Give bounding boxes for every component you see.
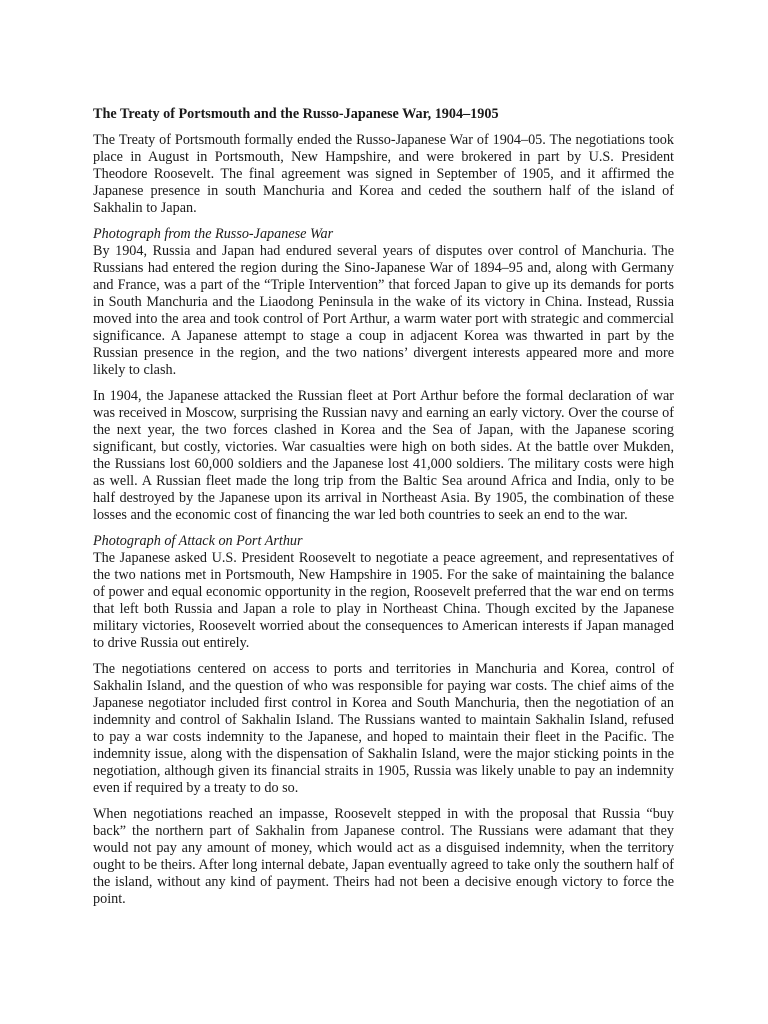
photo-caption-war: Photograph from the Russo-Japanese War [93, 226, 334, 242]
paragraph-negotiations: The negotiations centered on access to ports and territories in Manchuria and Korea, control of Sakhalin Island, and the question of who was responsible for paying war costs. The chief aims of the Japanese negotiator included first control in Korea and South Manchuria, then the negotiation of an indemnity and control of Sakhalin Island. The Russians wanted to maintain Sakhalin Island, refused to pay a war costs indemnity to the Japanese, and hoped to maintain their fleet in the Pacific. The indemnity issue, along with the dispensation of Sakhalin Island, were the major sticking points in the negotiation, although given its financial straits in 1905, Russia was likely unable to pay an indemnity even if required by a treaty to do so. [93, 661, 674, 796]
paragraph-war-1904: In 1904, the Japanese attacked the Russian fleet at Port Arthur before the formal declaration of war was received in Moscow, surprising the Russian navy and earning an early victory. Over the course of the next year, the two forces clashed in Korea and the Sea of Japan, with the Japanese scoring significant, but costly, victories. War casualties were high on both sides. At the battle over Mukden, the Russians lost 60,000 soldiers and the Japanese lost 41,000 soldiers. The military costs were high as well. A Russian fleet made the long trip from the Baltic Sea around Africa and India, only to be half destroyed by the Japanese upon its arrival in Northeast Asia. By 1905, the combination of these losses and the economic cost of financing the war led both countries to seek an end to the war. [93, 388, 674, 523]
document-page [93, 106, 674, 917]
paragraph-roosevelt: The Japanese asked U.S. President Roosevelt to negotiate a peace agreement, and representatives of the two nations met in Portsmouth, New Hampshire in 1905. For the sake of maintaining the balance of power and equal economic opportunity in the region, Roosevelt preferred that the war end on terms that left both Russia and Japan a role to play in Northeast China. Though excited by the Japanese military victories, Roosevelt worried about the consequences to American interests if Japan managed to drive Russia out entirely. [93, 550, 674, 651]
photo-caption-port-arthur: Photograph of Attack on Port Arthur [93, 533, 303, 549]
paragraph-background: By 1904, Russia and Japan had endured several years of disputes over control of Manchuria. The Russians had entered the region during the Sino-Japanese War of 1894–95 and, along with Germany and France, was a part of the “Triple Intervention” that forced Japan to give up its demands for ports in South Manchuria and the Liaodong Peninsula in the wake of its victory in China. Instead, Russia moved into the area and took control of Port Arthur, a warm water port with strategic and commercial significance. A Japanese attempt to stage a coup in adjacent Korea was thwarted in part by the Russian presence in the region, and the two nations’ divergent interests appeared more and more likely to clash. [93, 243, 674, 378]
document-title: The Treaty of Portsmouth and the Russo-Japanese War, 1904–1905 [93, 106, 499, 122]
paragraph-impasse: When negotiations reached an impasse, Roosevelt stepped in with the proposal that Russia “buy back” the northern part of Sakhalin from Japanese control. The Russians were adamant that they would not pay any amount of money, which would act as a disguised indemnity, when the territory ought to be theirs. After long internal debate, Japan eventually agreed to take only the southern half of the island, without any kind of payment. Theirs had not been a decisive enough victory to force the point. [93, 806, 674, 907]
paragraph-intro: The Treaty of Portsmouth formally ended the Russo-Japanese War of 1904–05. The negotiations took place in August in Portsmouth, New Hampshire, and were brokered in part by U.S. President Theodore Roosevelt. The final agreement was signed in September of 1905, and it affirmed the Japanese presence in south Manchuria and Korea and ceded the southern half of the island of Sakhalin to Japan. [93, 132, 674, 216]
